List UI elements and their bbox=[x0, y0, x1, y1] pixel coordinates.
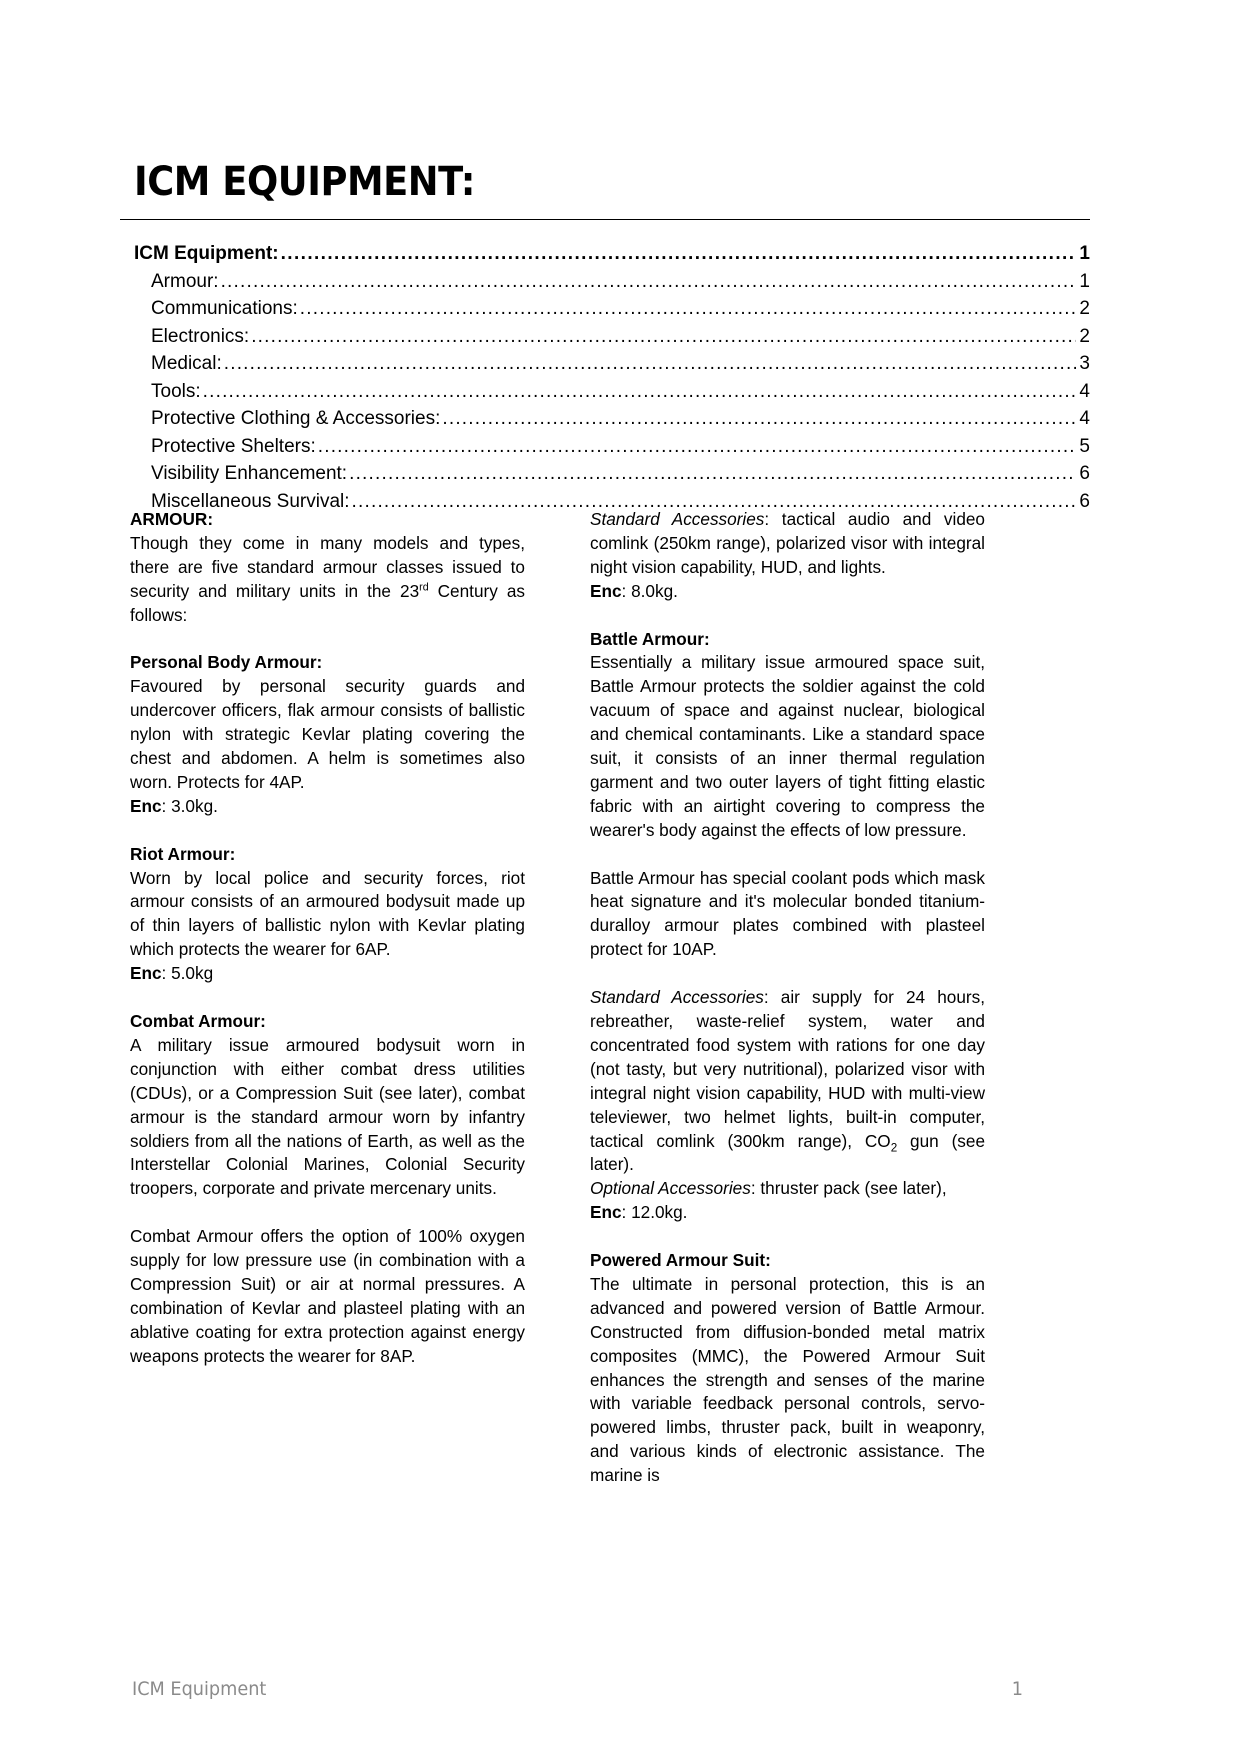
toc-entry-page: 3 bbox=[1079, 353, 1090, 374]
battle-armour-paragraph-2: Battle Armour has special coolant pods which mask heat signature and it's molecular bonded titanium-duralloy armour plates combined with plasteel protect for 10AP. bbox=[590, 867, 985, 960]
toc-entry-page: 1 bbox=[1079, 243, 1090, 264]
toc-leader-dots bbox=[224, 354, 1076, 373]
standard-accessories-enc-1 bbox=[590, 580, 985, 604]
combat-armour-paragraph: A military issue armoured bodysuit worn in conjunction with either combat dress utilities (CDUs), or a Compression Suit (see later), combat armour is the standard armour worn by infantry soldiers from all the nations of Earth, as well as the Interstellar Colonial Marines, Colonial Security troopers, corporate and private mercenary units. bbox=[130, 1034, 525, 1199]
toc-entry-page: 5 bbox=[1079, 435, 1090, 457]
standard-accessories-text-b: gun (see later). bbox=[590, 1130, 986, 1175]
right-column bbox=[590, 508, 985, 1488]
enc-label: Enc bbox=[590, 1202, 622, 1223]
toc-entry-label: Miscellaneous Survival: bbox=[151, 490, 350, 512]
toc-entry-label: Communications: bbox=[151, 298, 298, 319]
toc-entry-label: Protective Clothing & Accessories: bbox=[151, 408, 441, 429]
optional-accessories-text: : thruster pack (see later), bbox=[750, 1178, 947, 1199]
enc-value: : 3.0kg. bbox=[161, 795, 218, 816]
toc-entry-label: Armour: bbox=[151, 270, 219, 292]
section-heading-armour: ARMOUR: bbox=[130, 509, 214, 529]
standard-accessories-paragraph-2 bbox=[590, 986, 985, 1177]
enc-value: : 12.0kg. bbox=[621, 1202, 688, 1223]
toc-entry[interactable] bbox=[134, 460, 1090, 488]
riot-armour-paragraph: Worn by local police and security forces, riot armour consists of an armoured bodysuit made up of thin layers of ballistic nylon with Kevlar plating which protects the wearer for 6AP. bbox=[130, 867, 525, 960]
page-footer bbox=[132, 1678, 1023, 1700]
riot-armour-enc bbox=[130, 962, 525, 986]
enc-value: : 8.0kg. bbox=[621, 580, 678, 601]
left-column bbox=[130, 508, 525, 1369]
toc-entry-page: 1 bbox=[1079, 270, 1090, 292]
ordinal-superscript: rd bbox=[419, 580, 429, 593]
personal-body-armour-enc bbox=[130, 795, 525, 819]
footer-title: ICM Equipment bbox=[132, 1678, 267, 1700]
toc-entry[interactable] bbox=[134, 378, 1090, 406]
toc-entry-page: 4 bbox=[1079, 408, 1090, 429]
toc-entry[interactable] bbox=[134, 433, 1090, 461]
toc-leader-dots bbox=[203, 382, 1076, 401]
toc-entry[interactable] bbox=[134, 240, 1090, 268]
section-heading-personal-body-armour: Personal Body Armour: bbox=[130, 652, 323, 673]
standard-accessories-text: : tactical audio and video comlink (250km range), polarized visor with integral night vision capability, HUD, and lights. bbox=[590, 509, 985, 577]
section-heading-combat-armour: Combat Armour: bbox=[130, 1010, 266, 1031]
toc-leader-dots bbox=[281, 244, 1076, 263]
toc-entry-label: Medical: bbox=[151, 353, 222, 374]
optional-accessories-paragraph bbox=[590, 1177, 985, 1201]
battle-armour-paragraph: Essentially a military issue armoured space suit, Battle Armour protects the soldier against the cold vacuum of space and against nuclear, biological and chemical contaminants. Like a standard space suit, it consists of an inner thermal regulation garment and two outer layers of tight fitting elastic fabric with an airtight covering to compress the wearer's body against the effects of low pressure. bbox=[590, 652, 985, 840]
toc-entry[interactable] bbox=[134, 405, 1090, 433]
toc-leader-dots bbox=[442, 409, 1076, 428]
enc-label: Enc bbox=[130, 963, 162, 984]
toc-entry[interactable] bbox=[134, 295, 1090, 323]
powered-armour-paragraph: The ultimate in personal protection, this is an advanced and powered version of Battle Armour. Constructed from diffusion-bonded metal matrix composites (MMC), the Powered Armour Suit enhances the strength and senses of the marine with variable feedback personal controls, servo-powered limbs, thruster pack, built in weaponry, and various kinds of electronic assistance. The marine is bbox=[590, 1273, 985, 1486]
standard-accessories-label: Standard Accessories bbox=[590, 509, 765, 529]
toc-entry-page: 6 bbox=[1079, 463, 1090, 484]
body-columns bbox=[130, 508, 1090, 1486]
enc-label: Enc bbox=[130, 795, 162, 816]
toc-leader-dots bbox=[221, 272, 1076, 291]
toc-entry-label: Electronics: bbox=[151, 325, 250, 347]
co2-subscript: 2 bbox=[890, 1140, 898, 1154]
toc-leader-dots bbox=[349, 464, 1076, 483]
armour-intro-paragraph bbox=[130, 532, 525, 628]
section-heading-battle-armour: Battle Armour: bbox=[590, 628, 710, 649]
standard-accessories-label: Standard Accessories bbox=[590, 987, 764, 1008]
personal-body-armour-paragraph: Favoured by personal security guards and undercover officers, flak armour consists of ballistic nylon with strategic Kevlar plating covering the chest and abdomen. A helm is sometimes also worn. Protects for 4AP. bbox=[130, 676, 525, 792]
armour-intro-text-a: Though they come in many models and types, there are five standard armour classes issued to security and military units in the 23 bbox=[130, 532, 525, 601]
toc-entry-page: 2 bbox=[1079, 325, 1090, 347]
toc-entry-page: 2 bbox=[1079, 298, 1090, 319]
toc-leader-dots bbox=[318, 437, 1076, 456]
table-of-contents bbox=[134, 240, 1090, 515]
toc-entry-label: Protective Shelters: bbox=[151, 435, 316, 457]
title-divider bbox=[120, 219, 1090, 220]
optional-accessories-label: Optional Accessories bbox=[590, 1178, 751, 1199]
toc-entry[interactable] bbox=[134, 350, 1090, 378]
enc-label: Enc bbox=[590, 580, 622, 601]
standard-accessories-text-a: : air supply for 24 hours, rebreather, waste-relief system, water and concentrated food system with rations for one day (not tasty, but very nutritional), polarized visor with integral night vision capability, HUD with multi-view televiewer, two helmet lights, built-in computer, tactical comlink (300km range), CO bbox=[590, 987, 985, 1151]
toc-entry-page: 6 bbox=[1079, 490, 1090, 512]
toc-leader-dots bbox=[300, 299, 1076, 318]
toc-entry-page: 4 bbox=[1079, 380, 1090, 402]
toc-entry-label: ICM Equipment: bbox=[134, 243, 279, 264]
enc-value: : 5.0kg bbox=[161, 963, 214, 984]
standard-accessories-paragraph-1 bbox=[590, 508, 985, 580]
toc-entry-label: Tools: bbox=[151, 380, 201, 402]
toc-leader-dots bbox=[251, 327, 1076, 346]
toc-entry[interactable] bbox=[134, 268, 1090, 296]
toc-entry-label: Visibility Enhancement: bbox=[151, 463, 348, 484]
combat-armour-paragraph-2: Combat Armour offers the option of 100% oxygen supply for low pressure use (in combination with a Compression Suit) or air at normal pressures. A combination of Kevlar and plasteel plating with an ablative coating for extra protection against energy weapons protects the wearer for 8AP. bbox=[130, 1226, 525, 1366]
armour-intro-text-b: Century as follows: bbox=[130, 580, 525, 625]
toc-entry[interactable] bbox=[134, 323, 1090, 351]
page-title: ICM EQUIPMENT: bbox=[134, 158, 476, 205]
footer-page-number: 1 bbox=[1011, 1678, 1023, 1700]
section-heading-powered-armour-suit: Powered Armour Suit: bbox=[590, 1250, 771, 1271]
optional-accessories-enc bbox=[590, 1201, 985, 1225]
section-heading-riot-armour: Riot Armour: bbox=[130, 843, 236, 864]
